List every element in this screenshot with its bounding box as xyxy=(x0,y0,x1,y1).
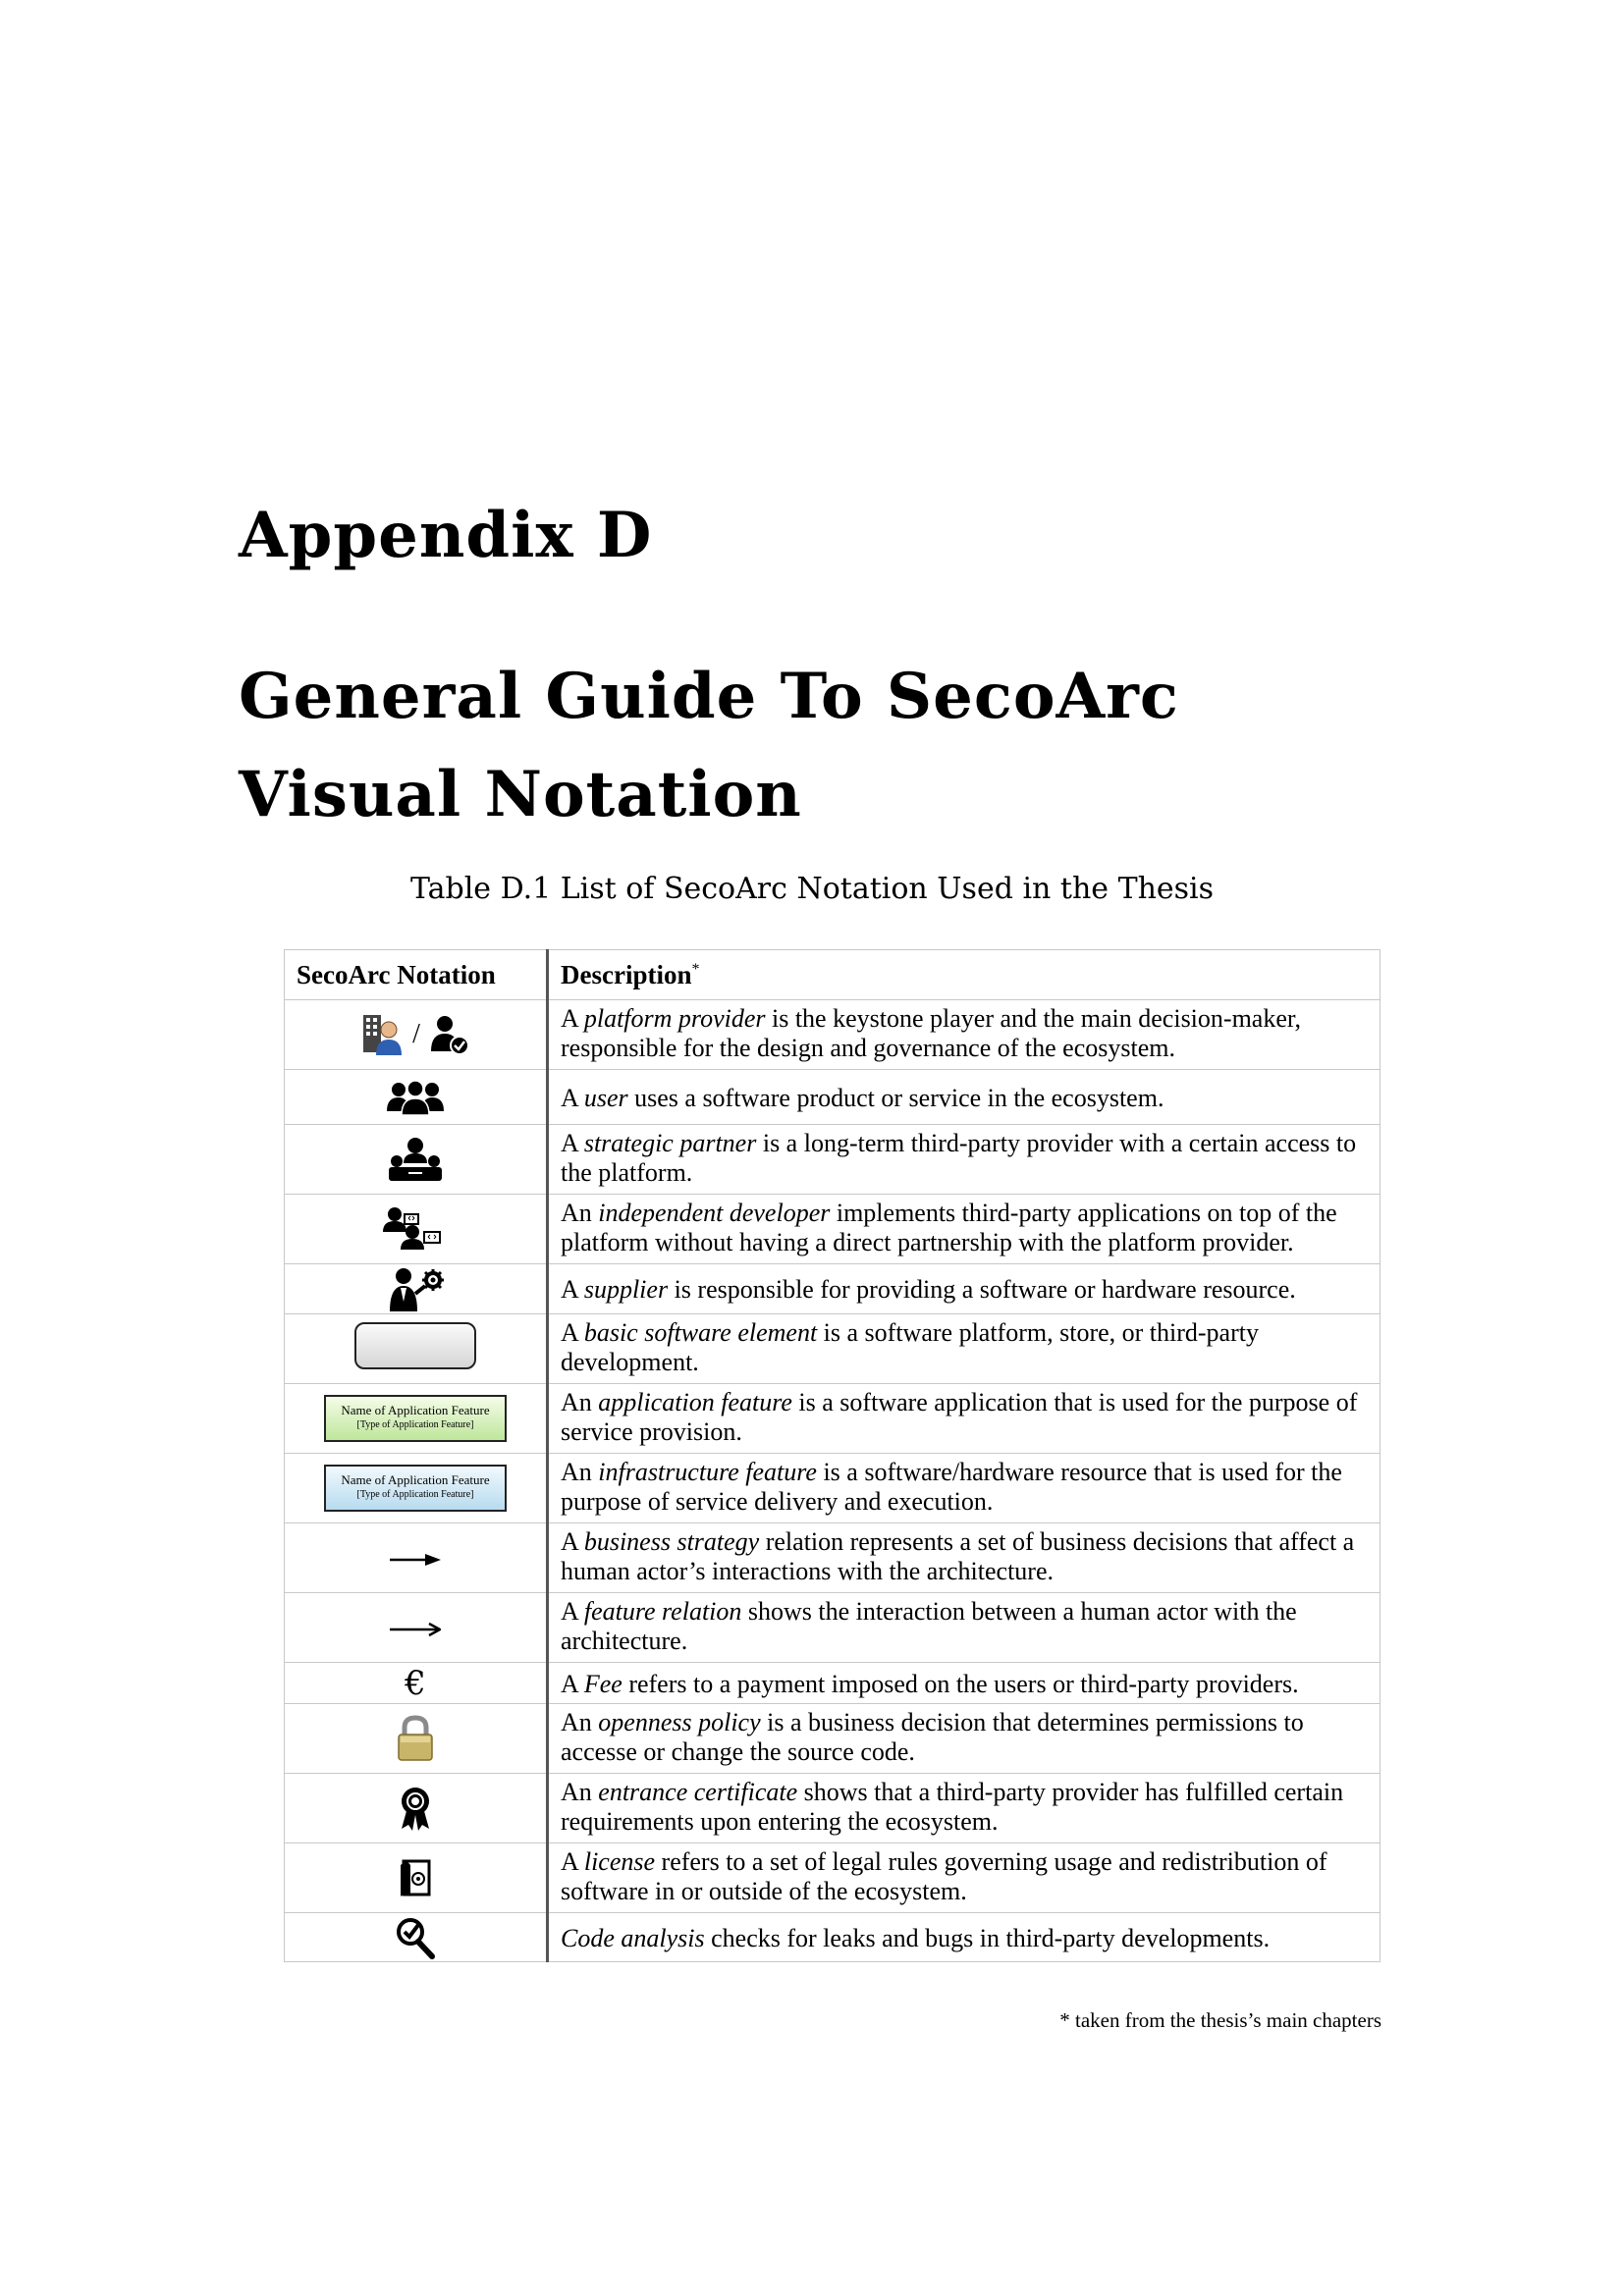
appendix-label: Appendix D xyxy=(239,499,653,572)
desc-pre: A xyxy=(561,1669,584,1698)
application-feature-box xyxy=(324,1395,507,1442)
desc-term: openness policy xyxy=(598,1708,761,1736)
desc-pre: A xyxy=(561,1597,584,1626)
notation-cell xyxy=(285,1125,548,1195)
desc-post: relation represents a set of business decisions that affect a human actor’s interactions with the architecture. xyxy=(561,1527,1355,1585)
desc-pre: A xyxy=(561,1318,584,1347)
description-cell xyxy=(548,1070,1380,1125)
description-cell xyxy=(548,1704,1380,1774)
table-row xyxy=(285,1663,1380,1704)
description-cell xyxy=(548,1593,1380,1663)
desc-term: user xyxy=(583,1083,628,1112)
desc-post: is a software/hardware resource that is used for the purpose of service delivery and execution. xyxy=(561,1458,1342,1516)
infrastructure-feature-box xyxy=(324,1465,507,1512)
header-description-text: Description xyxy=(561,959,692,989)
description-cell xyxy=(548,1264,1380,1314)
desc-post: shows the interaction between a human actor with the architecture. xyxy=(561,1597,1297,1655)
desc-post: refers to a set of legal rules governing usage and redistribution of software in or outside of the ecosystem. xyxy=(561,1847,1327,1905)
desc-term: entrance certificate xyxy=(598,1778,798,1806)
desc-post: is a software platform, store, or third-party development. xyxy=(561,1318,1259,1376)
description-cell xyxy=(548,1000,1380,1070)
desc-pre: An xyxy=(561,1458,599,1486)
desc-pre: An xyxy=(561,1388,599,1416)
notation-cell xyxy=(285,1264,548,1314)
desc-post: is a long-term third-party provider with a certain access to the platform. xyxy=(561,1129,1357,1187)
notation-cell xyxy=(285,1843,548,1913)
filled-arrow-icon xyxy=(390,1552,441,1568)
table-row xyxy=(285,1523,1380,1593)
table-row xyxy=(285,1195,1380,1264)
table-caption: Table D.1 List of SecoArc Notation Used in the Thesis xyxy=(409,872,1215,906)
desc-post: shows that a third-party provider has fulfilled certain requirements upon entering the ecosystem. xyxy=(561,1778,1344,1836)
desc-pre: A xyxy=(561,1129,584,1157)
desc-pre: An xyxy=(561,1199,599,1227)
strategic-partner-icon xyxy=(387,1136,444,1183)
desc-post: is a business decision that determines permissions to accesse or change the source code. xyxy=(561,1708,1304,1766)
desc-term: infrastructure feature xyxy=(598,1458,817,1486)
feature-box-name: Name of Application Feature xyxy=(341,1403,490,1417)
description-cell xyxy=(548,1195,1380,1264)
desc-pre: A xyxy=(561,1527,584,1556)
notation-cell xyxy=(285,1454,548,1523)
description-cell xyxy=(548,1125,1380,1195)
table-row xyxy=(285,1264,1380,1314)
notation-cell xyxy=(285,1774,548,1843)
desc-clip xyxy=(561,1199,1374,1257)
desc-term: feature relation xyxy=(583,1597,742,1626)
desc-term: business strategy xyxy=(583,1527,760,1556)
description-cell xyxy=(548,1663,1380,1704)
desc-post: implements third-party applications on top of the platform without having a direct partnership with the platform provider. xyxy=(561,1199,1337,1256)
table-row xyxy=(285,1125,1380,1195)
platform-provider-icon xyxy=(359,1012,405,1057)
notation-cell xyxy=(285,1000,548,1070)
notation-cell xyxy=(285,1070,548,1125)
desc-post: refers to a payment imposed on the users or third-party providers. xyxy=(622,1669,1299,1698)
header-notation: SecoArc Notation xyxy=(285,950,548,1000)
desc-pre: An xyxy=(561,1708,599,1736)
notation-table xyxy=(284,949,1380,1962)
table-row xyxy=(285,1454,1380,1523)
supplier-icon xyxy=(386,1266,445,1311)
desc-term: Code analysis xyxy=(561,1923,705,1952)
desc-term: independent developer xyxy=(598,1199,831,1227)
table-row xyxy=(285,1070,1380,1125)
desc-term: license xyxy=(583,1847,656,1876)
desc-pre: A xyxy=(561,1083,584,1112)
license-icon xyxy=(399,1857,432,1898)
description-cell xyxy=(548,1913,1380,1962)
description-cell xyxy=(548,1314,1380,1384)
feature-box-name: Name of Application Feature xyxy=(341,1472,490,1487)
verified-person-icon xyxy=(428,1012,471,1057)
table-row xyxy=(285,1593,1380,1663)
icon-separator: / xyxy=(412,1019,420,1049)
desc-post: checks for leaks and bugs in third-party developments. xyxy=(704,1923,1271,1952)
desc-pre: A xyxy=(561,1275,584,1304)
notation-cell xyxy=(285,1523,548,1593)
table-row xyxy=(285,1774,1380,1843)
certificate-icon xyxy=(399,1786,432,1831)
code-analysis-icon xyxy=(395,1916,436,1959)
desc-pre: A xyxy=(561,1847,584,1876)
page-title: General Guide To SecoArc Visual Notation xyxy=(239,660,1179,831)
padlock-icon xyxy=(396,1715,435,1762)
desc-term: application feature xyxy=(598,1388,792,1416)
description-cell xyxy=(548,1454,1380,1523)
desc-term: platform provider xyxy=(583,1004,766,1033)
independent-developer-icon xyxy=(383,1204,448,1254)
table-footnote: * taken from the thesis’s main chapters xyxy=(1059,2008,1381,2032)
notation-cell xyxy=(285,1593,548,1663)
description-cell xyxy=(548,1384,1380,1454)
user-group-icon xyxy=(387,1078,444,1117)
notation-cell xyxy=(285,1314,548,1384)
desc-post: is responsible for providing a software or hardware resource. xyxy=(668,1275,1296,1304)
header-footnote-mark: * xyxy=(691,960,700,978)
header-description xyxy=(548,950,1380,1000)
table-row xyxy=(285,1000,1380,1070)
euro-icon: € xyxy=(405,1663,426,1703)
desc-post: uses a software product or service in the ecosystem. xyxy=(627,1083,1164,1112)
notation-cell xyxy=(285,1195,548,1264)
desc-term: basic software element xyxy=(583,1318,818,1347)
desc-post: is the keystone player and the main decision-maker, responsible for the design and governance of the ecosystem. xyxy=(561,1004,1301,1062)
notation-cell xyxy=(285,1704,548,1774)
notation-cell xyxy=(285,1663,548,1704)
notation-cell xyxy=(285,1384,548,1454)
basic-software-element-shape xyxy=(354,1322,476,1369)
table-row xyxy=(285,1704,1380,1774)
table-row xyxy=(285,1384,1380,1454)
feature-box-type: [Type of Application Feature] xyxy=(356,1419,474,1430)
notation-cell xyxy=(285,1913,548,1962)
table-header-row xyxy=(285,950,1380,1000)
table-row xyxy=(285,1843,1380,1913)
desc-term: strategic partner xyxy=(583,1129,757,1157)
table-row xyxy=(285,1913,1380,1962)
description-cell xyxy=(548,1774,1380,1843)
desc-pre: An xyxy=(561,1778,599,1806)
open-arrow-icon xyxy=(390,1622,441,1637)
desc-term: supplier xyxy=(583,1275,669,1304)
table-row xyxy=(285,1314,1380,1384)
feature-box-type: [Type of Application Feature] xyxy=(356,1489,474,1500)
desc-term: Fee xyxy=(583,1669,623,1698)
desc-pre: A xyxy=(561,1004,584,1033)
description-cell xyxy=(548,1843,1380,1913)
desc-post: is a software application that is used for the purpose of service provision. xyxy=(561,1388,1358,1446)
description-cell xyxy=(548,1523,1380,1593)
